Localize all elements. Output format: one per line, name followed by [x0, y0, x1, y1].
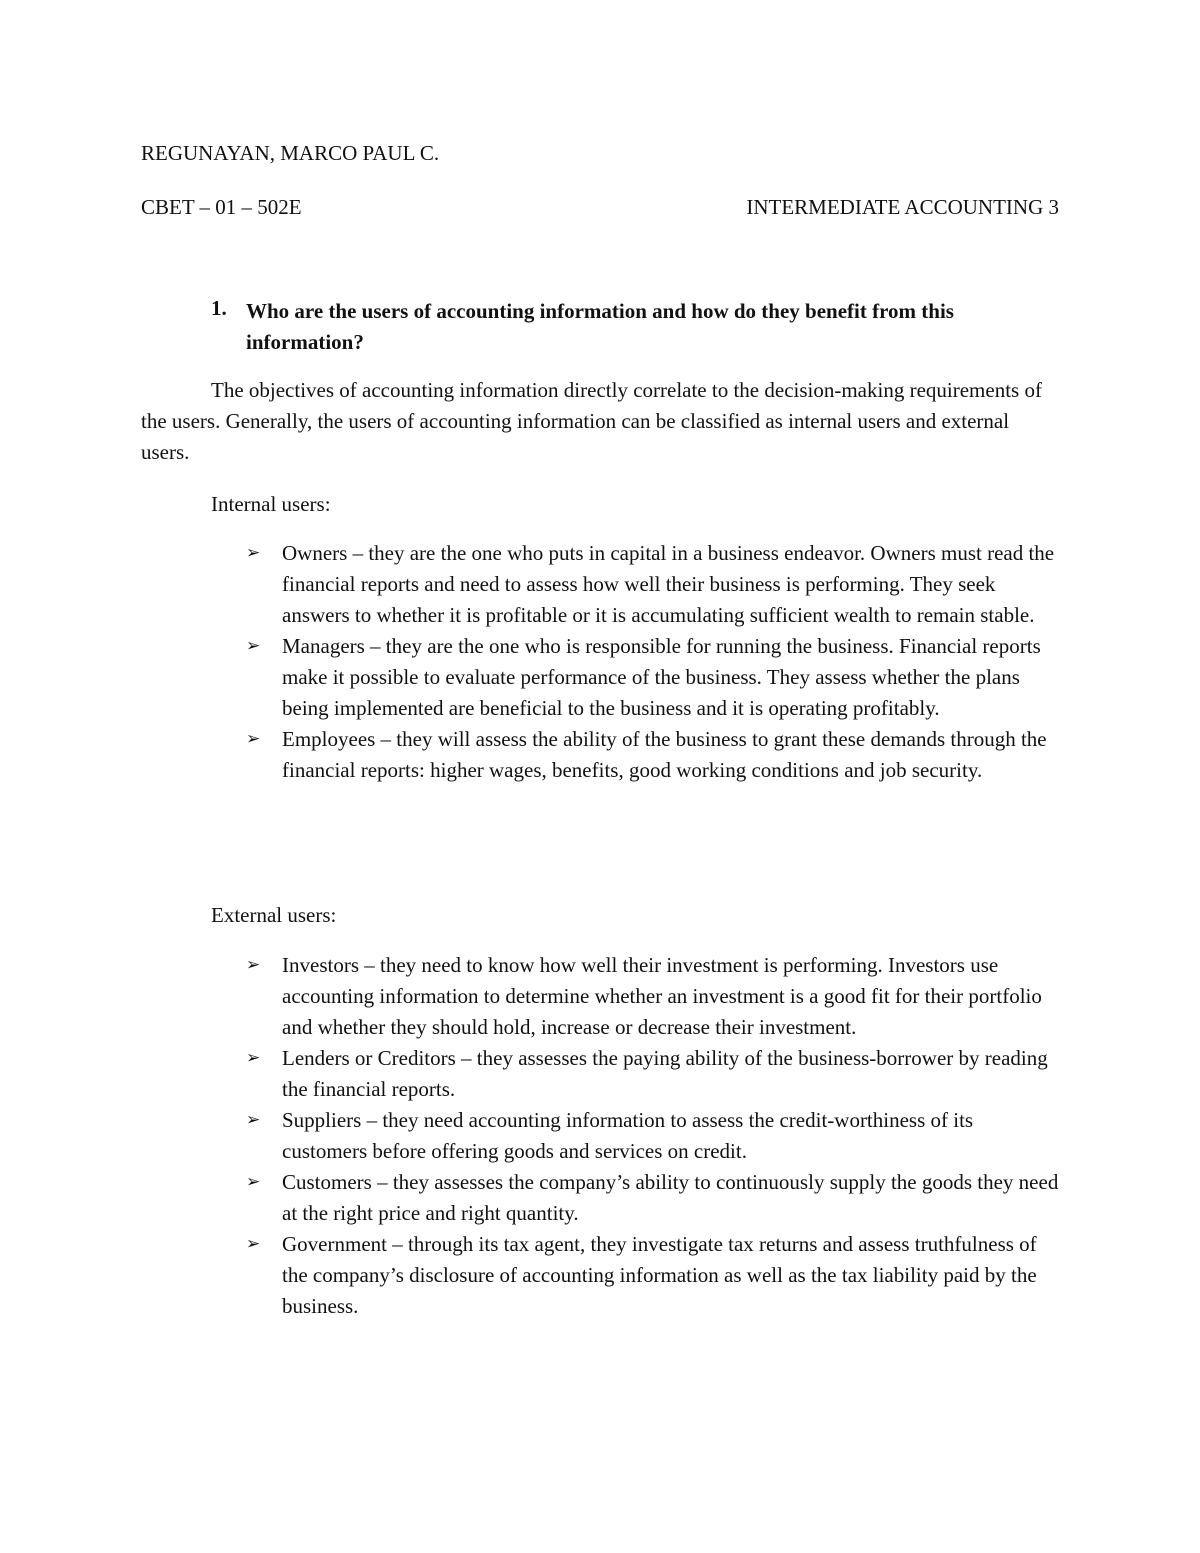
arrow-bullet-icon: ➢ [246, 1048, 261, 1068]
list-item-text: Managers – they are the one who is responsible for running the business. Financial reports make it possible to evaluate performance of the business. They assess whether the plans being implemented are beneficial to the business and it is operating profitably. [282, 634, 1041, 720]
arrow-bullet-icon: ➢ [246, 955, 261, 975]
list-item-text: Owners – they are the one who puts in capital in a business endeavor. Owners must read the financial reports and need to assess how well their business is performing. They seek answers to whether it is profitable or it is accumulating sufficient wealth to remain stable. [282, 541, 1055, 627]
list-item-text: Suppliers – they need accounting information to assess the credit-worthiness of its customers before offering goods and services on credit. [282, 1108, 974, 1163]
arrow-bullet-icon: ➢ [246, 1234, 261, 1254]
list-item-customers [246, 1167, 1060, 1229]
external-users-list [246, 950, 1060, 1322]
list-item-text: Government – through its tax agent, they investigate tax returns and assess truthfulness of the company’s disclosure of accounting information as well as the tax liability paid by the business. [282, 1232, 1037, 1318]
arrow-bullet-icon: ➢ [246, 729, 261, 749]
list-item-lenders [246, 1043, 1060, 1105]
list-item-text: Investors – they need to know how well their investment is performing. Investors use accounting information to determine whether an investment is a good fit for their portfolio and whether they should hold, increase or decrease their investment. [282, 953, 1042, 1039]
list-item-investors [246, 950, 1060, 1043]
list-item-suppliers [246, 1105, 1060, 1167]
arrow-bullet-icon: ➢ [246, 543, 261, 563]
question-text: Who are the users of accounting information and how do they benefit from this information? [246, 299, 954, 354]
arrow-bullet-icon: ➢ [246, 636, 261, 656]
internal-users-list [246, 538, 1060, 786]
section-code: CBET – 01 – 502E [141, 195, 302, 219]
list-item-text: Employees – they will assess the ability of the business to grant these demands through the financial reports: higher wages, benefits, good working conditions and job security. [282, 727, 1047, 782]
internal-users-label: Internal users: [211, 492, 331, 516]
arrow-bullet-icon: ➢ [246, 1172, 261, 1192]
list-item-managers [246, 631, 1060, 724]
course-info-row [141, 195, 1059, 221]
list-item-text: Customers – they assesses the company’s ability to continuously supply the goods they need at the right price and right quantity. [282, 1170, 1059, 1225]
list-item-text: Lenders or Creditors – they assesses the paying ability of the business-borrower by reading the financial reports. [282, 1046, 1048, 1101]
student-name: REGUNAYAN, MARCO PAUL C. [141, 141, 440, 165]
subject-title: INTERMEDIATE ACCOUNTING 3 [746, 195, 1059, 219]
list-item-owners [246, 538, 1060, 631]
intro-paragraph: The objectives of accounting information directly correlate to the decision-making requirements of the users. Generally, the users of accounting information can be classified as internal users and external users. [141, 378, 1042, 464]
list-item-employees [246, 724, 1060, 786]
arrow-bullet-icon: ➢ [246, 1110, 261, 1130]
list-item-government [246, 1229, 1060, 1322]
external-users-label: External users: [211, 903, 337, 927]
question-number: 1. [211, 296, 227, 320]
